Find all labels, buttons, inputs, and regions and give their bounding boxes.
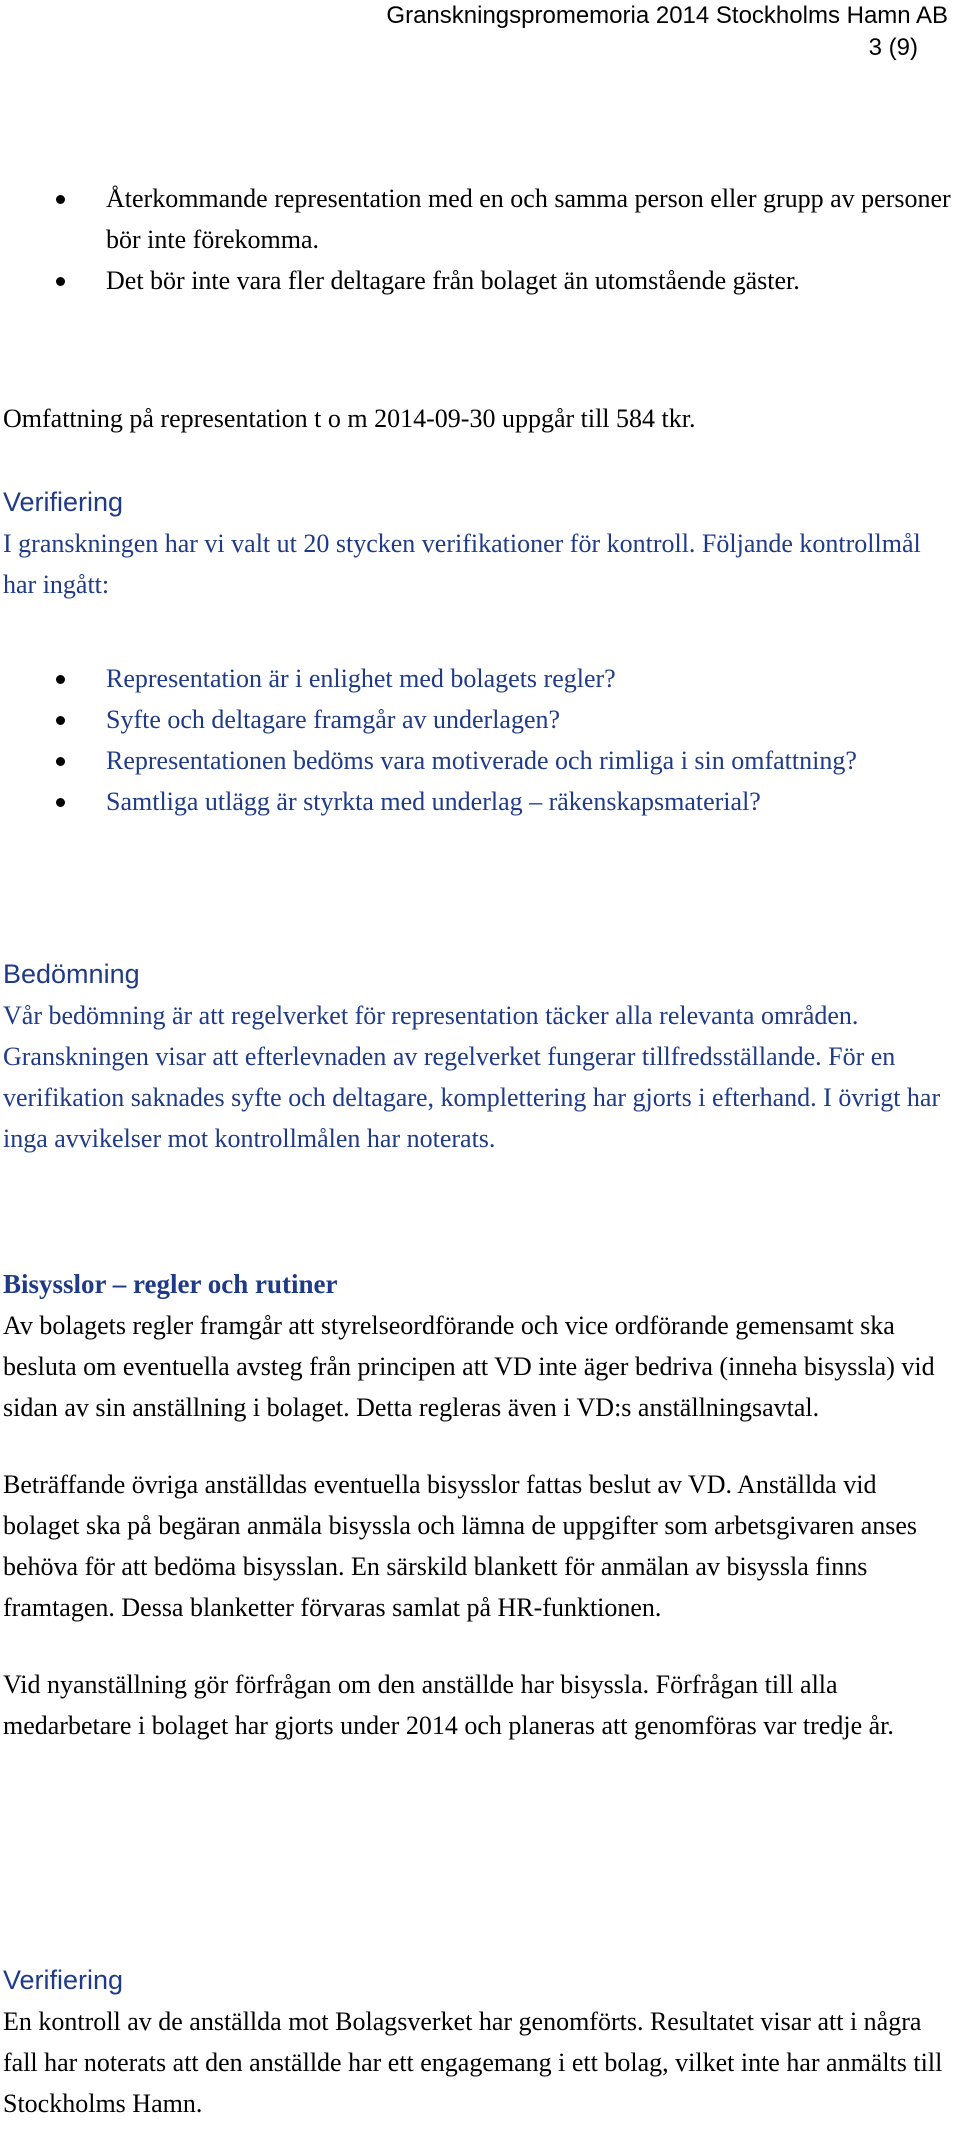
verifiering-section (3, 482, 953, 605)
section-text: I granskningen har vi valt ut 20 stycken verifikationer för kontroll. Följande kontrollmål har ingått: (3, 529, 921, 599)
section-text: Vår bedömning är att regelverket för representation täcker alla relevanta områden. Granskningen visar att efterlevnaden av regelverket fungerar tillfredsställande. För en verifikation saknades syfte och deltagare, komplettering har gjorts i efterhand. I övrigt har inga avvikelser mot kontrollmålen har noterats. (3, 1001, 941, 1153)
list-item: Det bör inte vara fler deltagare från bolaget än utomstående gäster. (3, 260, 953, 301)
paragraph: Beträffande övriga anställdas eventuella bisysslor fattas beslut av VD. Anställda vid bolaget ska på begäran anmäla bisyssla och lämna de uppgifter som arbetsgivaren anses behöva för att bedöma bisysslan. En särskild blankett för anmälan av bisyssla finns framtagen. Dessa blanketter förvaras samlat på HR-funktionen. (3, 1470, 918, 1622)
section-text: En kontroll av de anställda mot Bolagsverket har genomförts. Resultatet visar att i några fall har noterats att den anställde har ett engagemang i ett bolag, vilket inte har anmälts till Stockholms Hamn. (3, 2007, 943, 2118)
section-heading: Bisysslor – regler och rutiner (3, 1269, 338, 1299)
section-heading: Verifiering (3, 1965, 124, 1995)
bullet-icon (56, 675, 65, 684)
bullet-icon (56, 757, 65, 766)
list-item: Samtliga utlägg är styrkta med underlag – räkenskapsmaterial? (3, 781, 893, 822)
document-title: Granskningspromemoria 2014 Stockholms Hamn AB (386, 2, 948, 29)
section-heading: Verifiering (3, 487, 124, 517)
list-item: Representation är i enlighet med bolagets regler? (3, 658, 893, 699)
bullet-icon (56, 277, 65, 286)
list-item: Återkommande representation med en och samma person eller grupp av personer bör inte förekomma. (3, 178, 953, 260)
page-header (0, 0, 960, 64)
top-bullet-list (3, 178, 953, 301)
section-heading: Bedömning (3, 959, 140, 989)
list-item: Representationen bedöms vara motiverade och rimliga i sin omfattning? (3, 740, 893, 781)
omfattning-paragraph: Omfattning på representation t o m 2014-09-30 uppgår till 584 tkr. (3, 404, 696, 433)
verifiering-section-2 (3, 1960, 953, 2124)
bedomning-section (3, 954, 953, 1159)
page-number: 3 (9) (868, 34, 918, 61)
bullet-icon (56, 798, 65, 807)
paragraph: Vid nyanställning gör förfrågan om den anställde har bisyssla. Förfrågan till alla medarbetare i bolaget har gjorts under 2014 och planeras att genomföras var tredje år. (3, 1670, 894, 1740)
paragraph: Av bolagets regler framgår att styrelseordförande och vice ordförande gemensamt ska besluta om eventuella avsteg från principen att VD inte äger bedriva (inneha bisyssla) vid sidan av sin anställning i bolaget. Detta regleras även i VD:s anställningsavtal. (3, 1311, 935, 1422)
bisysslor-section (3, 1264, 953, 1746)
control-objectives-list (3, 658, 953, 822)
list-item: Syfte och deltagare framgår av underlagen? (3, 699, 893, 740)
bullet-icon (56, 716, 65, 725)
bullet-icon (56, 195, 65, 204)
